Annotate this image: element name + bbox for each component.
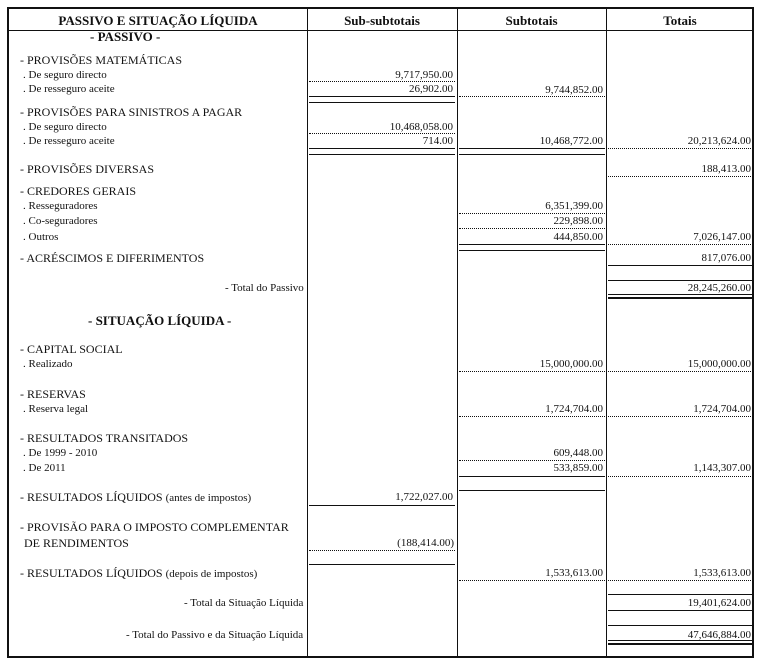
rule xyxy=(459,154,605,155)
row-label: - ACRÉSCIMOS E DIFERIMENTOS xyxy=(20,251,205,265)
total-label: - Total do Passivo xyxy=(225,282,304,294)
rule xyxy=(608,265,753,266)
dotted-rule xyxy=(459,228,605,229)
rule xyxy=(459,148,605,149)
row-label: - CREDORES GERAIS xyxy=(20,184,137,198)
header-sub-subtotais: Sub-subtotais xyxy=(344,13,420,28)
dotted-rule xyxy=(309,81,455,82)
rule xyxy=(459,490,605,491)
dotted-rule xyxy=(459,371,605,372)
row-label: . De seguro directo xyxy=(23,69,107,81)
rule xyxy=(459,476,605,477)
value-cell: 1,724,704.00 xyxy=(693,403,751,415)
row-label: - CAPITAL SOCIAL xyxy=(20,342,123,356)
row-label: DE RENDIMENTOS xyxy=(24,536,129,550)
row-label: . Outros xyxy=(23,231,59,243)
rule xyxy=(309,96,455,97)
dotted-rule xyxy=(459,96,605,97)
header-subtotais: Subtotais xyxy=(505,13,558,28)
value-cell: 1,533,613.00 xyxy=(545,567,603,579)
dotted-rule xyxy=(608,148,753,149)
row-label: . Resseguradores xyxy=(23,200,98,212)
rule xyxy=(309,505,455,506)
rule xyxy=(608,280,753,281)
row-label: - RESULTADOS TRANSITADOS xyxy=(20,431,189,445)
dotted-rule xyxy=(459,213,605,214)
value-cell: 188,413.00 xyxy=(701,163,751,175)
dotted-rule xyxy=(608,476,753,477)
dotted-rule xyxy=(608,176,753,177)
section-title-passivo: - PASSIVO - xyxy=(90,29,161,44)
row-label: . Reserva legal xyxy=(23,403,89,415)
row-label: - PROVISÕES PARA SINISTROS A PAGAR xyxy=(20,105,243,119)
total-situacao-value: 19,401,624.00 xyxy=(687,597,751,609)
value-cell: 7,026,147.00 xyxy=(693,231,751,243)
rule xyxy=(309,148,455,149)
row-label-note: (antes de impostos) xyxy=(165,492,252,504)
value-cell: 229,898.00 xyxy=(553,215,603,227)
column-divider xyxy=(606,7,607,658)
row-label: - RESERVAS xyxy=(20,387,86,401)
section-title-situacao: - SITUAÇÃO LÍQUIDA - xyxy=(88,313,232,328)
value-cell: 9,717,950.00 xyxy=(395,69,453,81)
double-rule xyxy=(608,294,753,299)
row-label-main: - RESULTADOS LÍQUIDOS xyxy=(20,490,163,504)
value-cell: 609,448.00 xyxy=(553,447,603,459)
value-cell: 15,000,000.00 xyxy=(687,358,751,370)
row-label: - PROVISÕES DIVERSAS xyxy=(20,162,155,176)
row-label xyxy=(20,567,257,581)
value-cell: 6,351,399.00 xyxy=(545,200,603,212)
header-totais: Totais xyxy=(663,13,697,28)
row-label: . De seguro directo xyxy=(23,121,107,133)
value-cell: 1,143,307.00 xyxy=(693,462,751,474)
header-description: PASSIVO E SITUAÇÃO LÍQUIDA xyxy=(58,13,258,28)
rule xyxy=(608,610,753,611)
row-label: . De resseguro aceite xyxy=(23,83,115,95)
value-cell: 20,213,624.00 xyxy=(687,135,751,147)
row-label: . Realizado xyxy=(23,358,73,370)
dotted-rule xyxy=(608,416,753,417)
dotted-rule xyxy=(608,580,753,581)
value-cell: 26,902.00 xyxy=(409,83,453,95)
value-cell: 10,468,058.00 xyxy=(389,121,453,133)
dotted-rule xyxy=(459,460,605,461)
value-cell: 714.00 xyxy=(422,135,453,147)
total-passivo-value: 28,245,260.00 xyxy=(687,282,751,294)
rule xyxy=(459,244,605,245)
row-label-main: - RESULTADOS LÍQUIDOS xyxy=(20,566,163,580)
dotted-rule xyxy=(309,133,455,134)
row-label: - PROVISÃO PARA O IMPOSTO COMPLEMENTAR xyxy=(20,520,289,534)
rule xyxy=(608,625,753,626)
value-cell: 9,744,852.00 xyxy=(545,84,603,96)
rule xyxy=(309,564,455,565)
row-label: - PROVISÕES MATEMÁTICAS xyxy=(20,53,183,67)
value-cell: 444,850.00 xyxy=(553,231,603,243)
row-label xyxy=(20,491,251,505)
value-cell: 1,722,027.00 xyxy=(395,491,453,503)
rule xyxy=(309,102,455,103)
dotted-rule xyxy=(459,416,605,417)
row-label: . De 1999 - 2010 xyxy=(23,447,98,459)
dotted-rule xyxy=(608,244,753,245)
value-cell: (188,414.00) xyxy=(397,537,454,549)
grand-total-value: 47,646,884.00 xyxy=(687,629,751,641)
rule xyxy=(309,154,455,155)
total-label: - Total da Situação Líquida xyxy=(184,597,304,609)
rule xyxy=(459,250,605,251)
column-divider xyxy=(457,7,458,658)
value-cell: 15,000,000.00 xyxy=(539,358,603,370)
grand-total-label: - Total do Passivo e da Situação Líquida xyxy=(126,629,304,641)
row-label: . De resseguro aceite xyxy=(23,135,115,147)
value-cell: 1,533,613.00 xyxy=(693,567,751,579)
row-label: . Co-seguradores xyxy=(23,215,98,227)
dotted-rule xyxy=(608,371,753,372)
double-rule xyxy=(608,640,753,645)
rule xyxy=(608,594,753,595)
row-label: . De 2011 xyxy=(23,462,66,474)
column-divider xyxy=(307,7,308,658)
row-label-note: (depois de impostos) xyxy=(165,568,258,580)
value-cell: 10,468,772.00 xyxy=(539,135,603,147)
dotted-rule xyxy=(459,580,605,581)
value-cell: 533,859.00 xyxy=(553,462,603,474)
value-cell: 1,724,704.00 xyxy=(545,403,603,415)
dotted-rule xyxy=(309,550,455,551)
value-cell: 817,076.00 xyxy=(701,252,751,264)
